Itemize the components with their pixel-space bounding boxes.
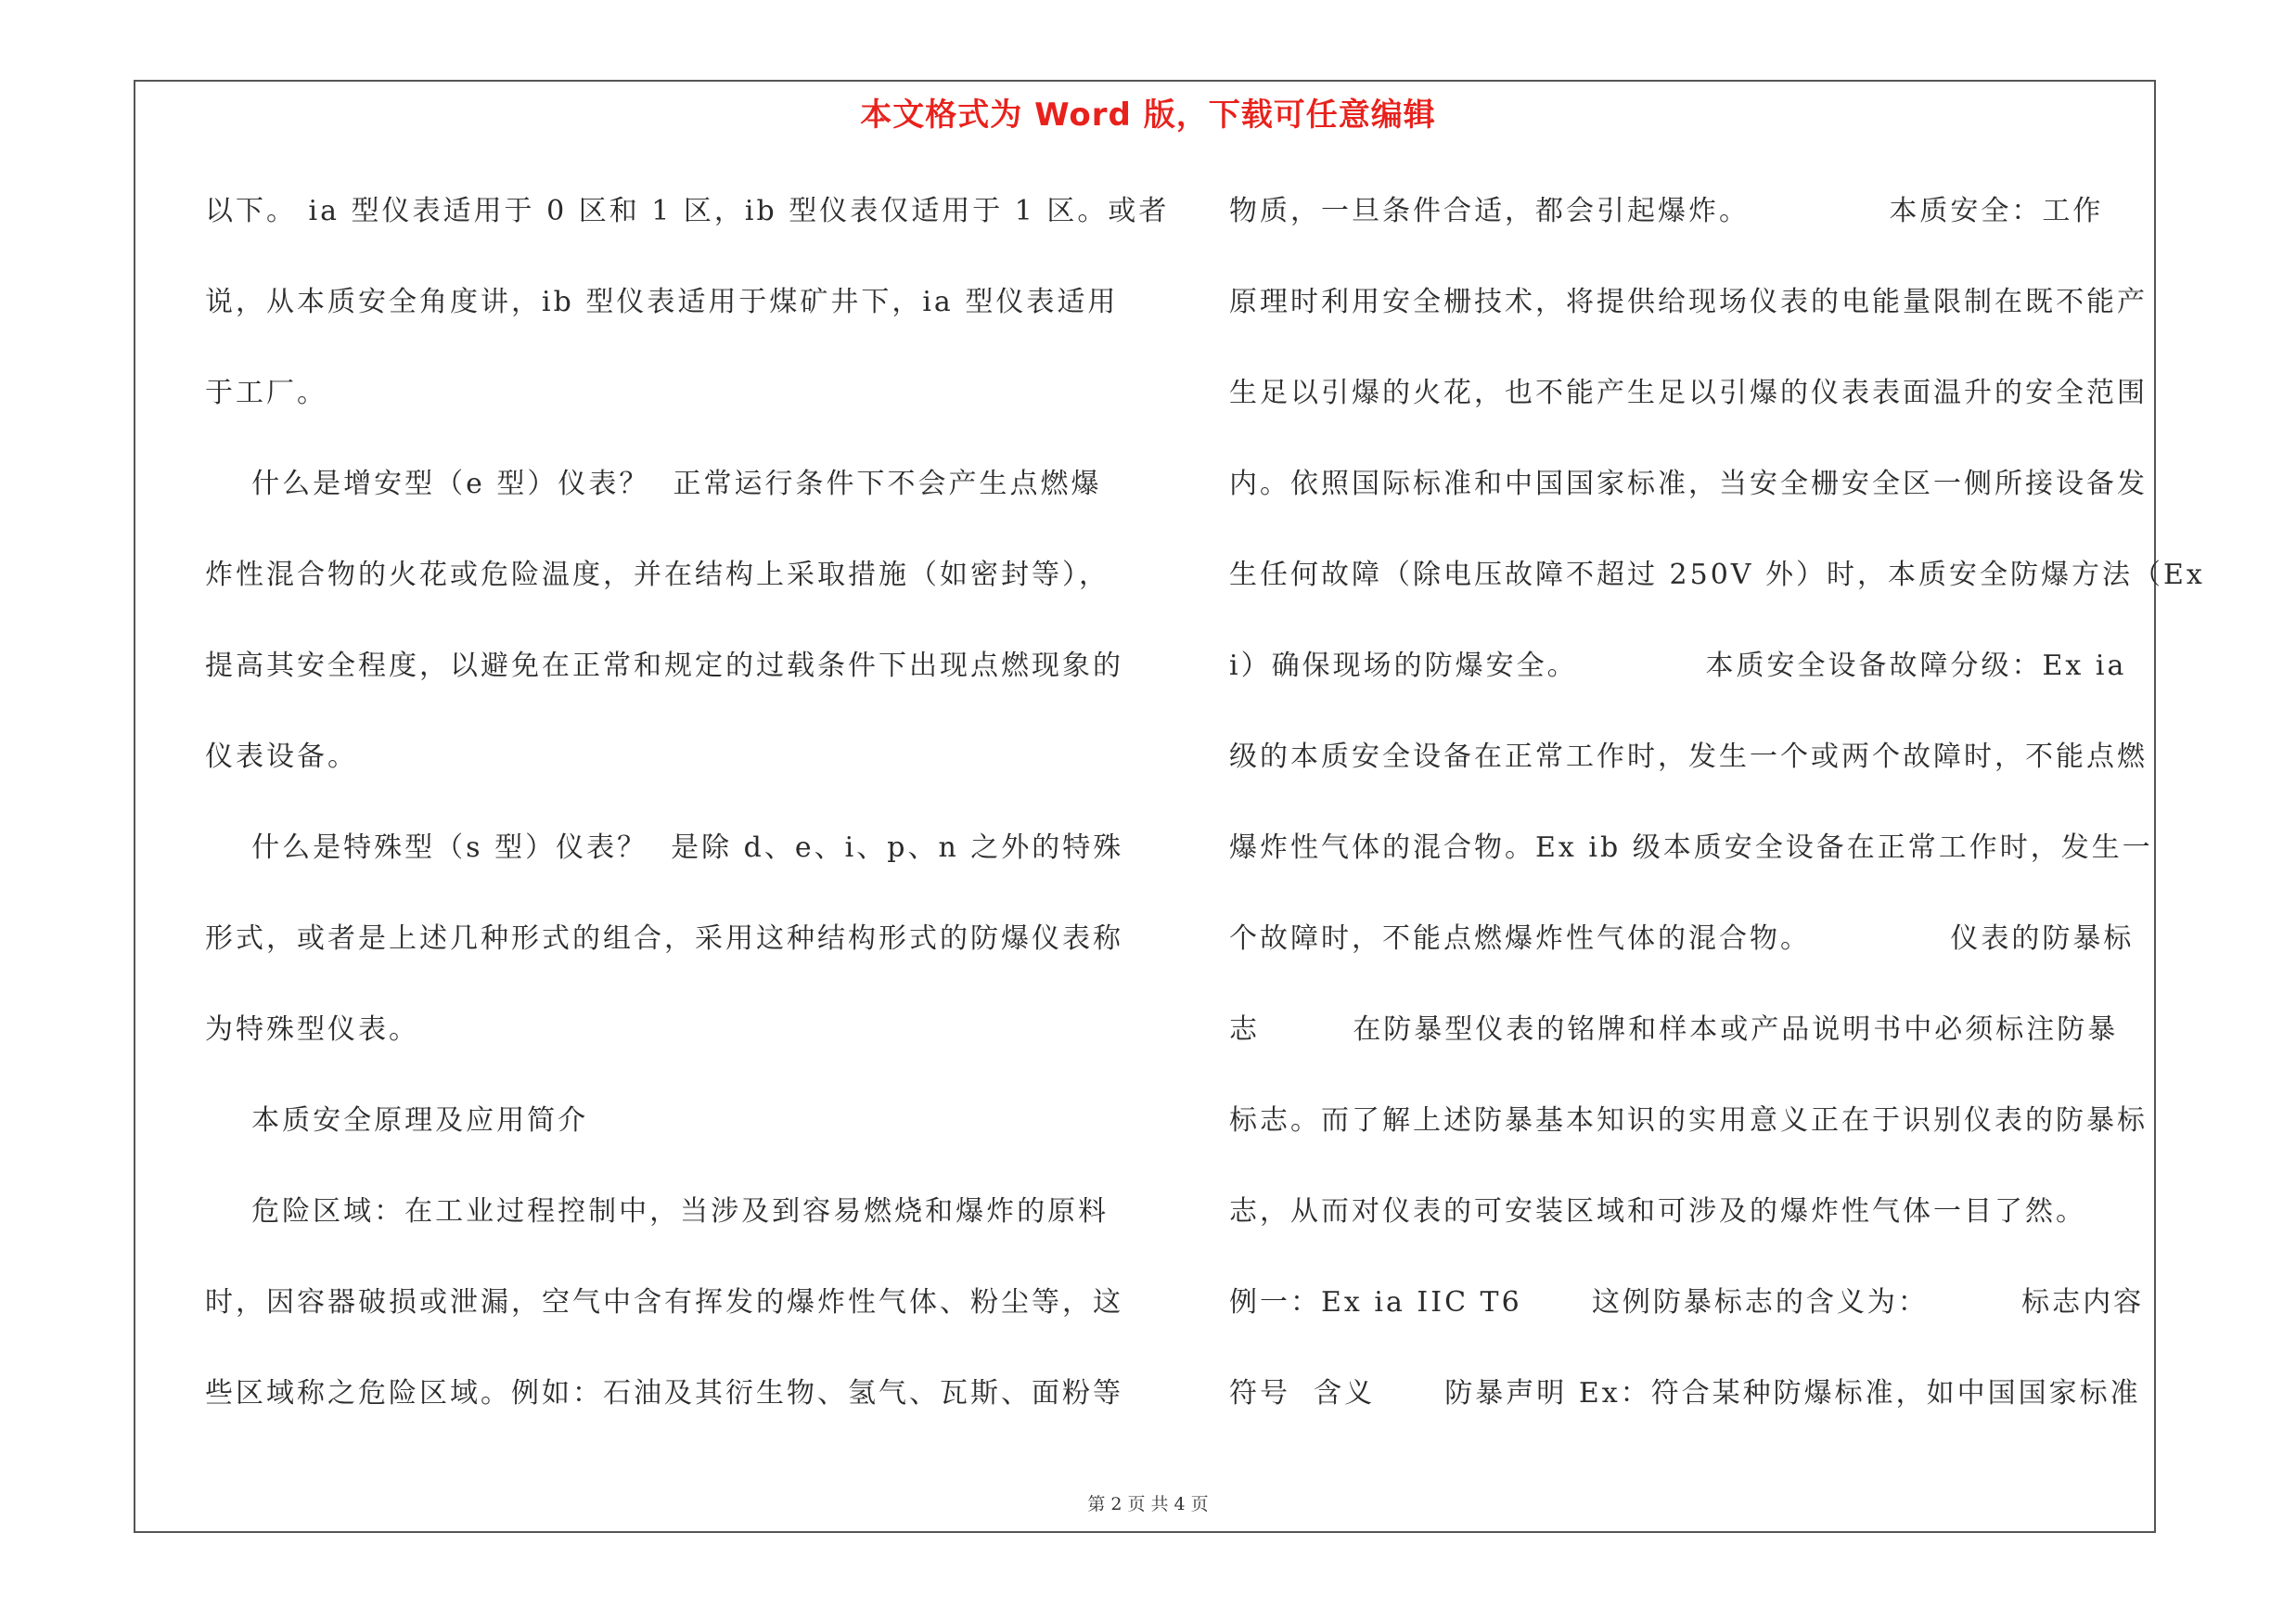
text-line: 原理时利用安全栅技术，将提供给现场仪表的电能量限制在既不能产 [1229,286,2148,318]
text-line: 本质安全原理及应用简介 [205,1104,589,1137]
text-line: 什么是增安型（e 型）仪表？ 正常运行条件下不会产生点燃爆 [205,468,1102,500]
right-column [1229,184,2205,1457]
text-line: 级的本质安全设备在正常工作时，发生一个或两个故障时，不能点燃 [1229,741,2148,773]
text-line: 仪表设备。 [205,741,358,773]
text-line: 于工厂。 [205,377,327,409]
text-line: 说，从本质安全角度讲，ib 型仪表适用于煤矿井下，ia 型仪表适用 [205,286,1119,318]
text-line: 为特殊型仪表。 [205,1013,419,1046]
text-line: 爆炸性气体的混合物。Ex ib 级本质安全设备在正常工作时，发生一 [1229,831,2153,864]
text-line: 物质，一旦条件合适，都会引起爆炸。 本质安全：工作 [1229,195,2104,227]
text-line: 内。依照国际标准和中国国家标准，当安全栅安全区一侧所接设备发 [1229,468,2148,500]
text-line: 生足以引爆的火花，也不能产生足以引爆的仪表表面温升的安全范围 [1229,377,2148,409]
text-line: 志 在防暴型仪表的铭牌和样本或产品说明书中必须标注防暴 [1229,1013,2119,1046]
text-line: 炸性混合物的火花或危险温度，并在结构上采取措施（如密封等）， [205,559,1110,591]
text-line: 符号 含义 防暴声明 Ex：符合某种防爆标准，如中国国家标准 [1229,1377,2141,1410]
text-line: 提高其安全程度，以避免在正常和规定的过载条件下出现点燃现象的 [205,650,1123,682]
text-line: 什么是特殊型（s 型）仪表？ 是除 d、e、i、p、n 之外的特殊 [205,831,1124,864]
text-line: 生任何故障（除电压故障不超过 250V 外）时，本质安全防爆方法（Ex [1229,559,2205,591]
text-line: 以下。 ia 型仪表适用于 0 区和 1 区，ib 型仪表仅适用于 1 区。或者 [205,195,1170,227]
text-line: 形式，或者是上述几种形式的组合，采用这种结构形式的防爆仪表称 [205,922,1123,955]
text-line: 些区域称之危险区域。例如：石油及其衍生物、氢气、瓦斯、面粉等 [205,1377,1123,1410]
text-line: 志，从而对仪表的可安装区域和可涉及的爆炸性气体一目了然。 [1229,1195,2086,1228]
text-line: 个故障时，不能点燃爆炸性气体的混合物。 仪表的防暴标 [1229,922,2135,955]
text-line: 时，因容器破损或泄漏，空气中含有挥发的爆炸性气体、粉尘等，这 [205,1286,1123,1319]
text-line: i）确保现场的防爆安全。 本质安全设备故障分级：Ex ia [1229,650,2127,682]
text-line: 例一：Ex ia IIC T6 这例防暴标志的含义为： 标志内容 [1229,1286,2145,1319]
left-column [205,184,1170,1457]
text-line: 危险区域：在工业过程控制中，当涉及到容易燃烧和爆炸的原料 [205,1195,1110,1228]
page-footer: 第 2 页 共 4 页 [1087,1494,1209,1514]
text-line: 标志。而了解上述防暴基本知识的实用意义正在于识别仪表的防暴标 [1229,1104,2148,1137]
header-banner: 本文格式为 Word 版，下载可任意编辑 [860,97,1436,134]
